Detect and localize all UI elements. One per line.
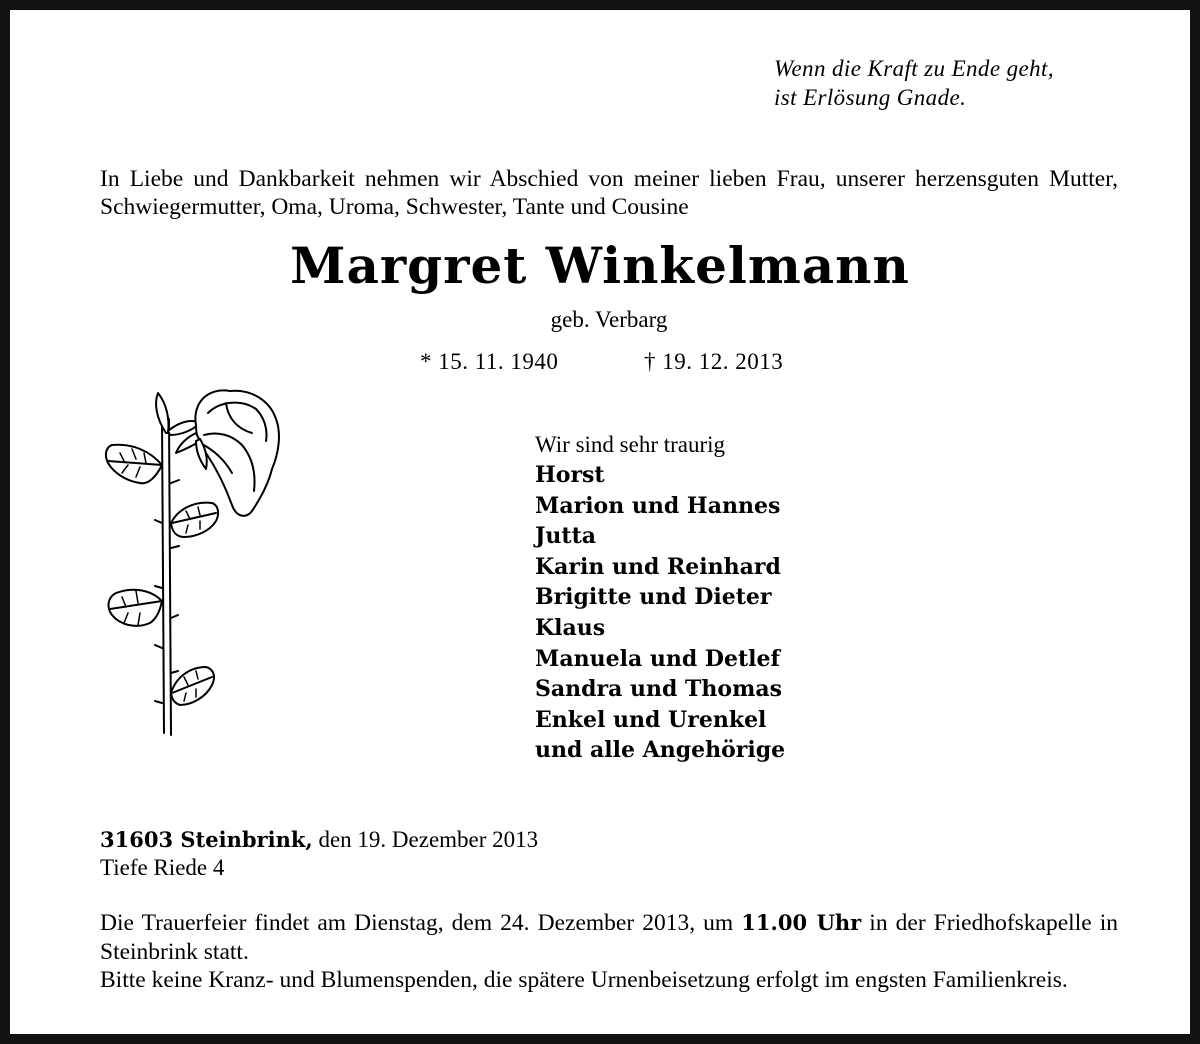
place: 31603 Steinbrink,: [100, 827, 313, 852]
place-and-date: [100, 826, 538, 854]
flowers-note: Bitte keine Kranz- und Blumenspenden, die spätere Urnenbeisetzung erfolgt im engsten Familienkreis.: [100, 967, 1068, 993]
funeral-info: [100, 909, 1118, 995]
deceased-name: Margret Winkelmann: [290, 236, 910, 295]
mourner-name: Jutta: [535, 523, 596, 550]
rose-icon: [96, 373, 292, 753]
mourners-lead: Wir sind sehr traurig: [535, 432, 726, 457]
mourner-name: und alle Angehörige: [535, 737, 786, 764]
notice-date: den 19. Dezember 2013: [312, 827, 539, 852]
mourner-name: Karin und Reinhard: [535, 553, 781, 580]
service-time: 11.00 Uhr: [741, 910, 862, 935]
mourner-name: Sandra und Thomas: [535, 676, 783, 703]
motto-line-1: Wenn die Kraft zu Ende geht,: [774, 56, 1054, 81]
service-text-end: in der Friedhofskapelle in Steinbrink statt.: [100, 910, 1118, 965]
mourner-name: Marion und Hannes: [535, 492, 781, 519]
mourner-name: Horst: [535, 462, 605, 488]
mourner-name: Klaus: [535, 614, 606, 641]
maiden-name: geb. Verbarg: [550, 307, 668, 332]
mourner-name: Enkel und Urenkel: [535, 706, 767, 733]
birth-date: * 15. 11. 1940: [420, 349, 559, 374]
motto: [774, 54, 1054, 112]
death-date: † 19. 12. 2013: [644, 349, 784, 374]
mourner-name: Brigitte und Dieter: [535, 584, 772, 611]
funeral-service-text: [100, 909, 1118, 966]
mourners-list: [525, 430, 785, 766]
service-text-start: Die Trauerfeier findet am Dienstag, dem 24. Dezember 2013, um: [100, 910, 742, 936]
mourner-name: Manuela und Detlef: [535, 645, 780, 672]
intro-text: In Liebe und Dankbarkeit nehmen wir Abschied von meiner lieben Frau, unserer herzensguten Mutter, Schwiegermutter, Oma, Uroma, Schwester, Tante und Cousine: [100, 166, 1118, 220]
motto-line-2: ist Erlösung Gnade.: [774, 85, 967, 110]
street-address: Tiefe Riede 4: [100, 855, 225, 880]
